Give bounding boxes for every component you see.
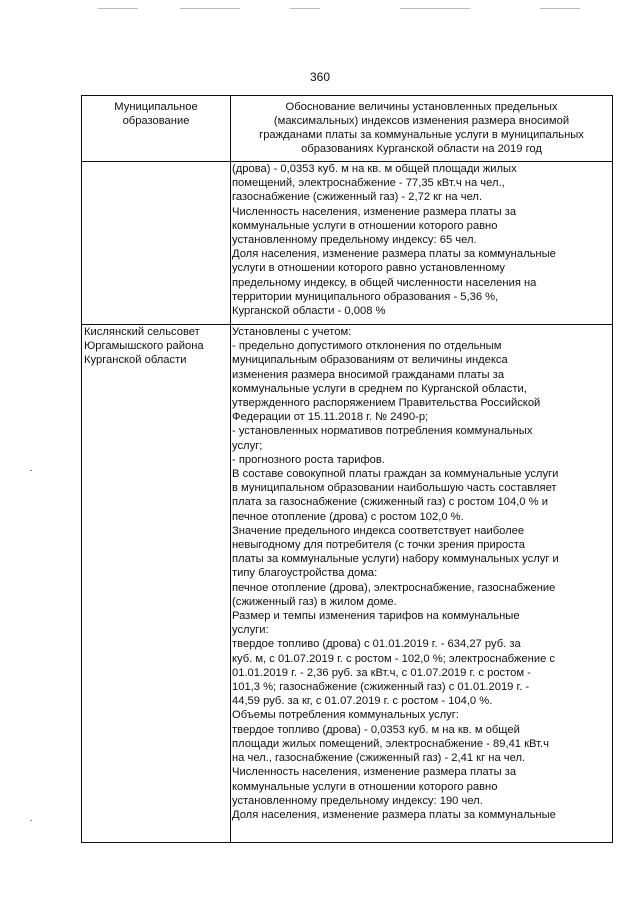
- text-line: - предельно допустимого отклонения по отдельным: [232, 340, 502, 353]
- text-line: на чел., газоснабжение (сжиженный газ) - 2,41 кг на чел.: [232, 752, 526, 765]
- scan-artifact: [30, 470, 32, 471]
- text-line: невыгодному для потребителя (с точки зрения прироста: [232, 539, 525, 552]
- text-line: территории муниципального образования - 5,36 %,: [232, 290, 499, 303]
- municipality-kislyansky: Кислянский сельсовет Юргамышского района Курганской области: [84, 326, 204, 367]
- text-line: коммунальные услуги в среднем по Курганской области,: [232, 382, 527, 395]
- text-line: Размер и темпы изменения тарифов на коммунальные: [232, 610, 520, 623]
- text-line: куб. м, с 01.07.2019 г. с ростом - 102,0 %; электроснабжение с: [232, 652, 555, 665]
- text-line: предельному индексу, в общей численности населения на: [232, 276, 537, 289]
- text-line: коммунальные услуги в отношении которого равно: [232, 780, 498, 793]
- text-line: помещений, электроснабжение - 77,35 кВт.ч на чел.,: [232, 177, 505, 190]
- justification-table: [81, 95, 613, 843]
- text-line: (сжиженный газ) в жилом доме.: [232, 595, 397, 608]
- text-line: 01.01.2019 г. - 2,36 руб. за кВт.ч, с 01.07.2019 г. с ростом -: [232, 666, 531, 679]
- text-line: Значение предельного индекса соответствует наиболее: [232, 524, 525, 537]
- text-line: услуг;: [232, 439, 263, 452]
- text-line: услуги в отношении которого равно установленному: [232, 262, 505, 275]
- text-line: Федерации от 15.11.2018 г. № 2490-р;: [232, 411, 429, 424]
- text-line: платы за коммунальные услуги) набору коммунальных услуг и: [232, 553, 559, 566]
- text-line: Численность населения, изменение размера платы за: [232, 766, 517, 779]
- text-line: Доля населения, изменение размера платы за коммунальные: [232, 808, 556, 821]
- header-municipality: Муниципальное образование: [114, 101, 198, 127]
- text-line: газоснабжение (сжиженный газ) - 2,72 кг на чел.: [232, 191, 483, 204]
- text-line: площади жилых помещений, электроснабжение - 89,41 кВт.ч: [232, 737, 549, 750]
- text-line: услуги:: [232, 624, 269, 637]
- text-line: установленному предельному индексу: 65 чел.: [232, 234, 477, 247]
- text-line: в муниципальном образовании наибольшую часть составляет: [232, 482, 557, 495]
- text-line: Установлены с учетом:: [232, 326, 352, 338]
- page-number: 360: [309, 70, 331, 84]
- text-line: - прогнозного роста тарифов.: [232, 453, 385, 466]
- text-line: плата за газоснабжение (сжиженный газ) с ростом 104,0 % и: [232, 496, 548, 509]
- scan-artifact: [98, 8, 138, 9]
- text-line: твердое топливо (дрова) - 0,0353 куб. м на кв. м общей: [232, 723, 520, 736]
- text-line: коммунальные услуги в отношении которого равно: [232, 219, 498, 232]
- text-line: типу благоустройства дома:: [232, 567, 378, 580]
- text-line: (дрова) - 0,0353 куб. м на кв. м общей площади жилых: [232, 163, 517, 175]
- scan-artifact: [30, 820, 32, 821]
- scan-artifact: [290, 8, 320, 9]
- scan-artifact: [400, 8, 470, 9]
- justification-continued: [231, 162, 612, 318]
- scan-artifact: [540, 8, 580, 9]
- text-line: печное отопление (дрова), электроснабжение, газоснабжение: [232, 581, 556, 594]
- text-line: установленному предельному индексу: 190 чел.: [232, 794, 483, 807]
- text-line: муниципальным образованиям от величины индекса: [232, 354, 508, 367]
- text-line: 101,3 %; газоснабжение (сжиженный газ) с 01.01.2019 г. -: [232, 681, 530, 694]
- text-line: Курганской области - 0,008 %: [232, 305, 386, 318]
- text-line: 44,59 руб. за кг, с 01.07.2019 г. с ростом - 104,0 %.: [232, 695, 493, 708]
- text-line: печное отопление (дрова) с ростом 102,0 %.: [232, 510, 464, 523]
- justification-kislyansky: [231, 325, 612, 822]
- text-line: Доля населения, изменение размера платы за коммунальные: [232, 248, 556, 261]
- header-justification: Обоснование величины установленных предельных (максимальных) индексов изменения размера вносимой гражданами платы за коммунальные услуги в муниципальных образованиях Курганской области на 2019 год: [259, 101, 584, 155]
- text-line: Численность населения, изменение размера платы за: [232, 205, 517, 218]
- text-line: изменения размера вносимой гражданами платы за: [232, 368, 505, 381]
- scan-artifact: [180, 8, 240, 9]
- text-line: твердое топливо (дрова) с 01.01.2019 г. - 634,27 руб. за: [232, 638, 521, 651]
- text-line: утвержденного распоряжением Правительства Российской: [232, 397, 541, 410]
- text-line: В составе совокупной платы граждан за коммунальные услуги: [232, 468, 559, 481]
- text-line: - установленных нормативов потребления коммунальных: [232, 425, 533, 438]
- text-line: Объемы потребления коммунальных услуг:: [232, 709, 459, 722]
